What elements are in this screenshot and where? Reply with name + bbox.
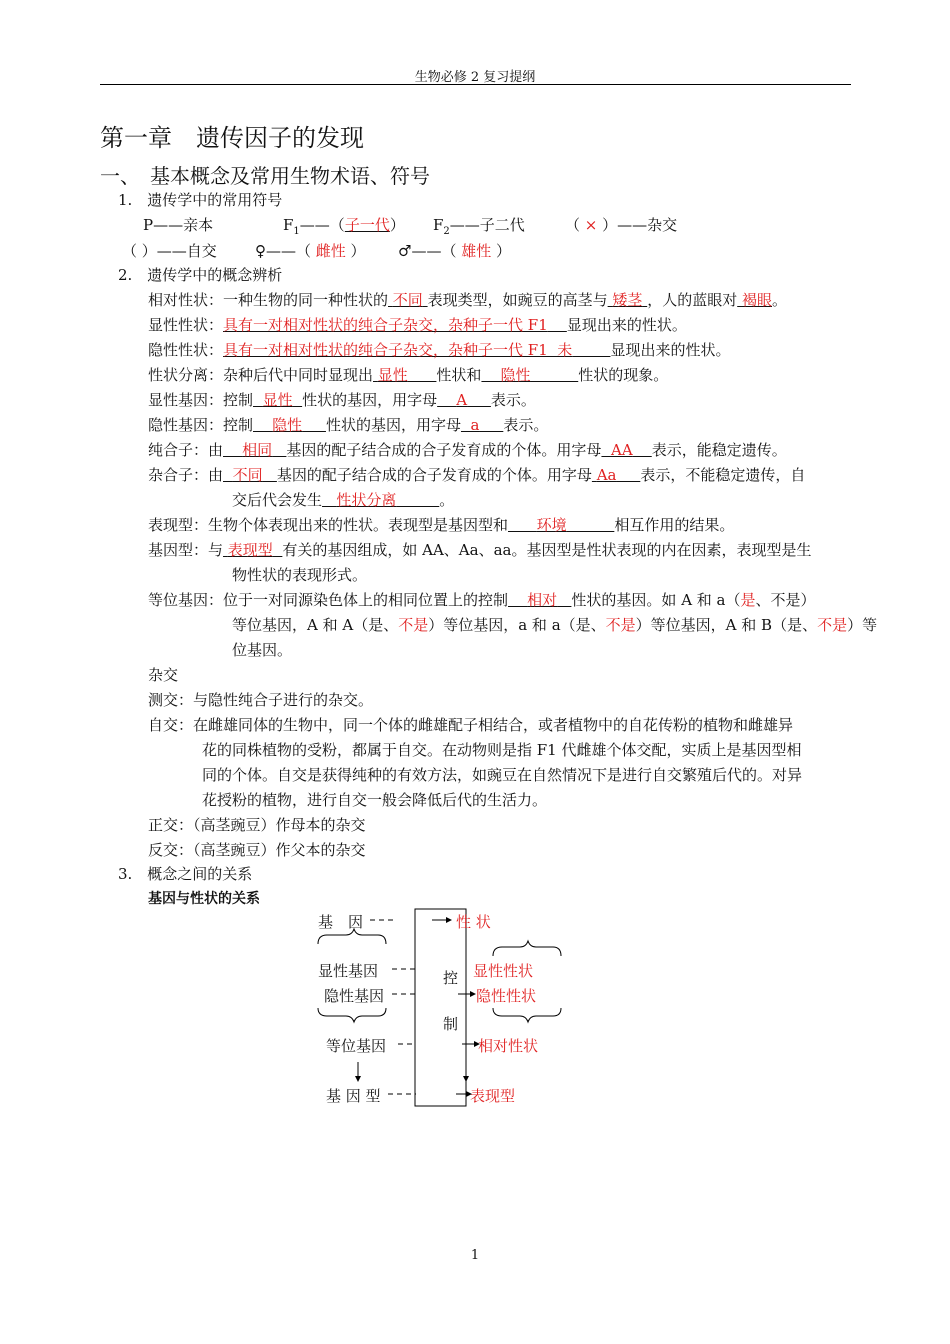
arrowhead-down-left [355,1076,361,1082]
def-cross: 杂交 [148,666,179,684]
symbol-female: ♀——（ 雌性 ） [255,242,366,260]
node-phenotype: 表现型 [470,1087,516,1105]
symbol-p: P——亲本 [143,216,214,234]
def-allele-cont: 等位基因，A 和 A（是、不是）等位基因，a 和 a（是、不是）等位基因，A 和 B（是、不是）等 [232,616,878,634]
symbol-cross: （ × ）——杂交 [565,216,678,234]
symbol-f2: $F_2——$子二代 [433,216,525,237]
def-selfing-1: 自交：在雌雄同体的生物中，同一个体的雌雄配子相结合，或者植物中的自花传粉的植物和雌雄异 [148,716,794,734]
def-selfing-3: 同的个体。自交是获得纯种的有效方法，如豌豆在自然情况下是进行自交繁殖后代的。对异 [202,766,803,784]
node-control-2: 制 [443,1015,459,1033]
def-selfing-4: 花授粉的植物，进行自交一般会降低后代的生活力。 [202,791,548,809]
node-genotype: 基 因 型 [326,1087,381,1105]
def-selfing-2: 花的同株植物的受粉，都属于自交。在动物则是指 F1 代雌雄个体交配，实质上是基因型相 [202,741,802,759]
symbol-f1: $F_1——$（子一代） [283,216,405,237]
def-dominant-trait: 显性性状：具有一对相对性状的纯合子杂交，杂种子一代 F1 显现出来的性状。 [148,316,687,334]
item3-title: 3. 概念之间的关系 [118,865,253,883]
symbol-male: ♂——（ 雄性 ） [398,242,512,260]
page-number: 1 [470,1248,480,1263]
node-dominant-trait: 显性性状 [473,962,534,980]
def-heterozygote-cont: 交后代会发生 性状分离 。 [232,491,455,509]
brace-bottom-left [318,1008,386,1022]
page-header: 生物必修 2 复习提纲 [414,70,536,85]
item1-title: 1. 遗传学中的常用符号 [118,191,283,209]
def-allele: 等位基因：位于一对同源染色体上的相同位置上的控制 相对 性状的基因。如 A 和 a（是、不是） [148,591,816,609]
chapter-title: 第一章 遗传因子的发现 [100,124,364,152]
brace-top-right [493,941,561,956]
node-relative-trait: 相对性状 [478,1037,539,1055]
def-segregation: 性状分离：杂种后代中同时显现出 显性 性状和 隐性 性状的现象。 [148,366,669,384]
def-testcross: 测交：与隐性纯合子进行的杂交。 [148,691,374,709]
def-dominant-gene: 显性基因：控制 显性 性状的基因，用字母 A 表示。 [148,391,536,409]
def-homozygote: 纯合子：由 相同 基因的配子结合成的合子发育成的个体。用字母 AA 表示，能稳定遗传。 [148,441,787,459]
def-allele-cont2: 位基因。 [232,641,293,659]
brace-bottom-right [493,1008,561,1022]
def-recessive-trait: 隐性性状：具有一对相对性状的纯合子杂交，杂种子一代 F1 未 显现出来的性状。 [148,341,731,359]
arrowhead-down-right [463,1076,469,1082]
def-reciprocal-1: 正交：（高茎豌豆）作母本的杂交 [148,816,366,834]
arrowhead-trait [446,917,452,923]
def-reciprocal-2: 反交：（高茎豌豆）作父本的杂交 [148,841,366,859]
node-control-1: 控 [443,969,459,987]
control-box [415,909,466,1106]
item2-title: 2. 遗传学中的概念辨析 [118,266,283,284]
def-genotype: 基因型：与 表现型 有关的基因组成，如 AA、Aa、aa。基因型是性状表现的内在因素，表现型是生 [148,541,812,559]
symbol-self: （ ）——自交 [122,242,217,260]
node-recessive-trait: 隐性性状 [476,987,537,1005]
def-recessive-gene: 隐性基因：控制 隐性 性状的基因，用字母 a 表示。 [148,416,549,434]
node-allele: 等位基因 [326,1037,387,1055]
section-title: 一、 基本概念及常用生物术语、符号 [100,164,430,188]
def-relative-trait: 相对性状：一种生物的同一种性状的 不同 表现类型，如豌豆的高茎与 矮茎 ，人的蓝眼对 褐眼。 [148,291,788,309]
def-genotype-cont: 物性状的表现形式。 [232,566,368,584]
def-phenotype: 表现型：生物个体表现出来的性状。表现型是基因型和 环境 相互作用的结果。 [148,516,735,534]
node-trait: 性 状 [456,913,491,931]
item3-subtitle: 基因与性状的关系 [148,891,260,907]
node-recessive-gene: 隐性基因 [324,987,385,1005]
node-dominant-gene: 显性基因 [318,962,379,980]
def-heterozygote: 杂合子：由 不同 基因的配子结合成的合子发育成的个体。用字母 Aa 表示，不能稳定遗传，自 [148,466,806,484]
node-gene: 基 因 [318,913,364,931]
